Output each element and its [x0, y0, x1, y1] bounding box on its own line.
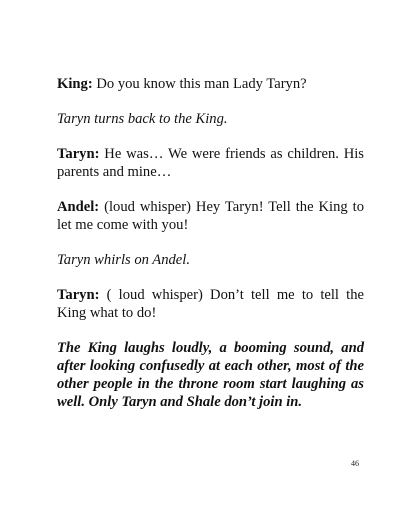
- dialogue-king: [57, 75, 364, 93]
- dialogue-taryn: [57, 286, 364, 322]
- speaker-name: Andel:: [57, 199, 100, 215]
- speaker-name: Taryn:: [57, 287, 100, 303]
- dialogue-text: (loud whisper) Hey Taryn! Tell the King to let me come with you!: [57, 199, 364, 233]
- dialogue-taryn: [57, 145, 364, 181]
- dialogue-text: ( loud whisper) Don’t tell me to tell the King what to do!: [57, 287, 364, 321]
- page-number: 46: [351, 459, 359, 468]
- dialogue-text: Do you know this man Lady Taryn?: [92, 76, 307, 92]
- dialogue-text: He was… We were friends as children. His parents and mine…: [57, 146, 364, 180]
- stage-direction: Taryn whirls on Andel.: [57, 252, 190, 268]
- speaker-name: King:: [57, 76, 93, 92]
- stage-direction-bold: The King laughs loudly, a booming sound, and after looking confusedly at each other, most of the other people in the throne room start laughing as well. Only Taryn and Shale don’t join in.: [57, 340, 364, 410]
- script-page: [57, 75, 364, 428]
- speaker-name: Taryn:: [57, 146, 100, 162]
- stage-direction: Taryn turns back to the King.: [57, 111, 228, 127]
- dialogue-andel: [57, 198, 364, 234]
